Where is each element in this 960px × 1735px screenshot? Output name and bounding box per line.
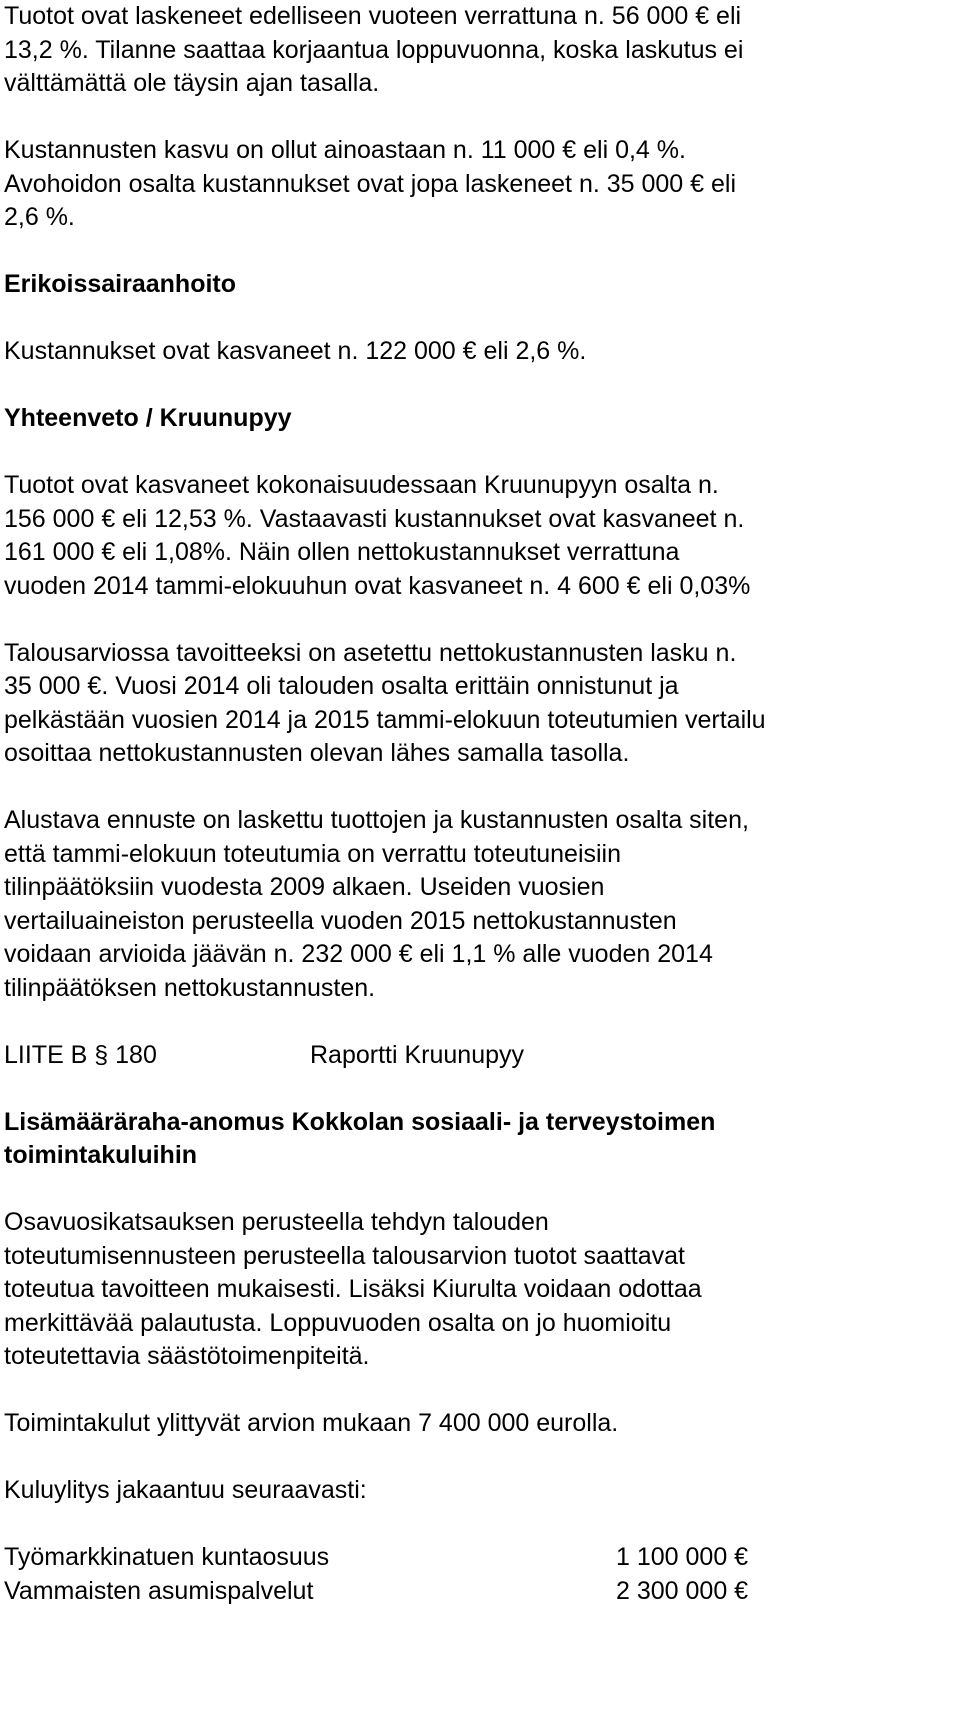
section-heading-yhteenveto: Yhteenveto / Kruunupyy — [4, 404, 292, 432]
paragraph-line: vertailuaineiston perusteella vuoden 2015 nettokustannusten — [4, 906, 677, 935]
spacer — [4, 302, 956, 336]
paragraph-line: Alustava ennuste on laskettu tuottojen ja kustannusten osalta siten, — [4, 806, 749, 834]
paragraph-line: Avohoidon osalta kustannukset ovat jopa laskeneet n. 35 000 € eli — [4, 169, 737, 198]
paragraph-line: 156 000 € eli 12,53 %. Vastaavasti kustannukset ovat kasvaneet n. — [4, 504, 745, 533]
section-heading-lisamaararaha-cont: toimintakuluihin — [4, 1141, 198, 1169]
appendix-code: LIITE B § 180 — [4, 1040, 157, 1069]
cost-row-amount: 2 300 000 € — [616, 1576, 749, 1605]
paragraph-line: että tammi-elokuun toteutumia on verrattu toteutuneisiin — [4, 839, 622, 868]
cost-row — [4, 1541, 956, 1575]
spacer — [4, 436, 956, 470]
spacer — [4, 603, 956, 637]
spacer — [4, 1441, 956, 1475]
appendix-title: Raportti Kruunupyy — [310, 1040, 525, 1069]
paragraph-line: osoittaa nettokustannusten olevan lähes samalla tasolla. — [4, 739, 630, 767]
paragraph-line: 13,2 %. Tilanne saattaa korjaantua loppuvuonna, koska laskutus ei — [4, 35, 744, 64]
paragraph-line: merkittävää palautusta. Loppuvuoden osalta on jo huomioitu — [4, 1308, 672, 1337]
document-page — [4, 0, 956, 1608]
paragraph-line: pelkästään vuosien 2014 ja 2015 tammi-elokuun toteutumien vertailu — [4, 705, 766, 734]
spacer — [4, 1072, 956, 1106]
spacer — [4, 1005, 956, 1039]
spacer — [4, 1374, 956, 1408]
paragraph-line: vuoden 2014 tammi-elokuuhun ovat kasvaneet n. 4 600 € eli 0,03% — [4, 571, 751, 600]
cost-row-label: Työmarkkinatuen kuntaosuus — [4, 1543, 330, 1571]
paragraph-line: Kustannukset ovat kasvaneet n. 122 000 € eli 2,6 %. — [4, 337, 587, 365]
spacer — [4, 369, 956, 403]
paragraph-line: Osavuosikatsauksen perusteella tehdyn talouden — [4, 1208, 549, 1236]
section-heading-lisamaararaha: Lisämääräraha-anomus Kokkolan sosiaali- ja terveystoimen — [4, 1107, 716, 1136]
paragraph-line: tilinpäätöksen nettokustannusten. — [4, 973, 376, 1002]
paragraph-line: Kuluylitys jakaantuu seuraavasti: — [4, 1476, 367, 1504]
spacer — [4, 771, 956, 805]
paragraph-line: Kustannusten kasvu on ollut ainoastaan n. 11 000 € eli 0,4 %. — [4, 136, 686, 164]
spacer — [4, 101, 956, 135]
paragraph-line: Toimintakulut ylittyvät arvion mukaan 7 400 000 eurolla. — [4, 1409, 619, 1437]
paragraph-line: 2,6 %. — [4, 203, 75, 231]
paragraph-line: voidaan arvioida jäävän n. 232 000 € eli 1,1 % alle vuoden 2014 — [4, 940, 713, 968]
spacer — [4, 1508, 956, 1542]
section-heading-erikoissairaanhoito: Erikoissairaanhoito — [4, 270, 237, 298]
cost-row-amount: 1 100 000 € — [616, 1543, 749, 1571]
paragraph-line: toteutua tavoitteen mukaisesti. Lisäksi Kiurulta voidaan odottaa — [4, 1275, 702, 1303]
paragraph-line: toteutettavia säästötoimenpiteitä. — [4, 1342, 370, 1370]
paragraph-line: toteutumisennusteen perusteella talousarvion tuotot saattavat — [4, 1241, 685, 1270]
paragraph-line: tilinpäätöksiin vuodesta 2009 alkaen. Useiden vuosien — [4, 873, 605, 901]
spacer — [4, 1173, 956, 1207]
paragraph-line: 161 000 € eli 1,08%. Näin ollen nettokustannukset verrattuna — [4, 538, 680, 566]
cost-row — [4, 1575, 956, 1609]
paragraph-line: välttämättä ole täysin ajan tasalla. — [4, 69, 380, 97]
paragraph-line: Tuotot ovat kasvaneet kokonaisuudessaan Kruunupyyn osalta n. — [4, 471, 719, 499]
paragraph-line: Tuotot ovat laskeneet edelliseen vuoteen verrattuna n. 56 000 € eli — [4, 2, 742, 30]
appendix-reference — [4, 1039, 956, 1073]
paragraph-line: Talousarviossa tavoitteeksi on asetettu nettokustannusten lasku n. — [4, 638, 737, 667]
spacer — [4, 235, 956, 269]
cost-row-label: Vammaisten asumispalvelut — [4, 1576, 314, 1605]
paragraph-line: 35 000 €. Vuosi 2014 oli talouden osalta erittäin onnistunut ja — [4, 672, 679, 700]
